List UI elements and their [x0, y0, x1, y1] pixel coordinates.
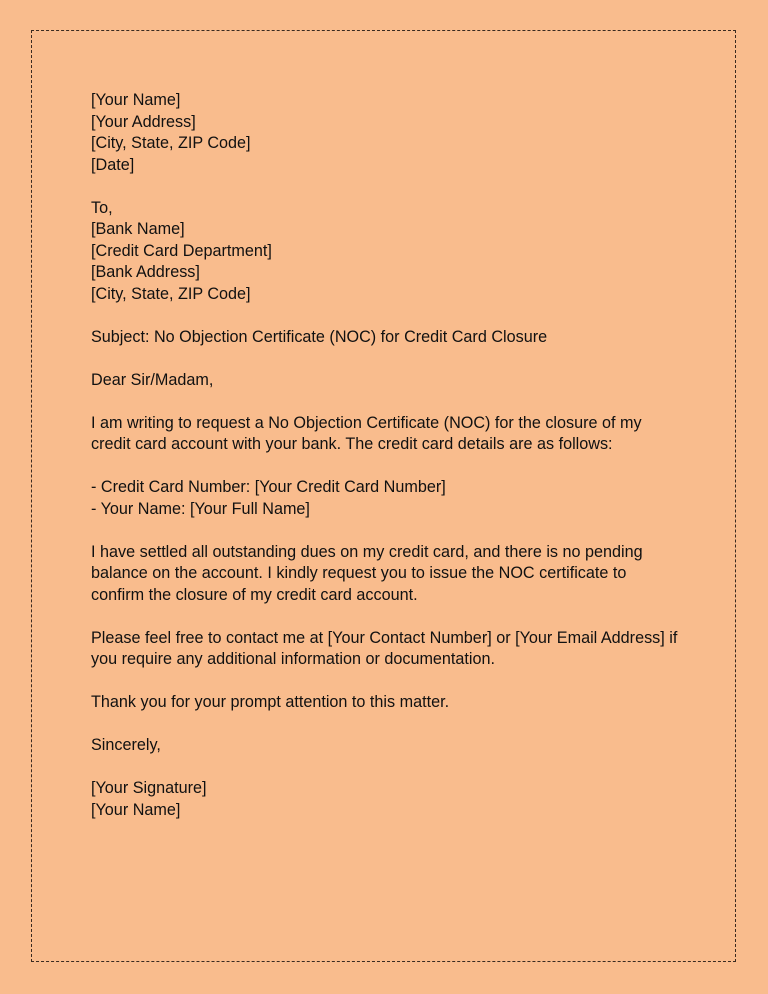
- recipient-department: [Credit Card Department]: [91, 241, 272, 260]
- sender-address-block: [91, 90, 711, 176]
- recipient-bank-address: [Bank Address]: [91, 263, 200, 281]
- subject-line: [91, 327, 711, 349]
- sender-name: [Your Name]: [91, 91, 181, 109]
- paragraph-request: [91, 413, 711, 456]
- paragraph-dues-settled: [91, 542, 711, 607]
- signature-block: [91, 778, 711, 821]
- signer-name: [Your Name]: [91, 800, 181, 819]
- paragraph-line: balance on the account. I kindly request you to issue the NOC certificate to: [91, 564, 627, 582]
- paragraph-contact: [91, 628, 711, 671]
- paragraph-line: you require any additional information or documentation.: [91, 650, 496, 668]
- letter-body: [91, 90, 711, 843]
- paragraph-line: Please feel free to contact me at [Your Contact Number] or [Your Email Address] if: [91, 628, 678, 647]
- letter-date: [Date]: [91, 155, 135, 174]
- thank-you-text: Thank you for your prompt attention to this matter.: [91, 693, 450, 711]
- recipient-city-state-zip: [City, State, ZIP Code]: [91, 284, 251, 303]
- sender-city-state-zip: [City, State, ZIP Code]: [91, 134, 251, 152]
- salutation-text: Dear Sir/Madam,: [91, 370, 214, 389]
- thank-you-line: [91, 692, 711, 714]
- paragraph-line: confirm the closure of my credit card account.: [91, 585, 418, 604]
- paragraph-line: I have settled all outstanding dues on my credit card, and there is no pending: [91, 542, 643, 561]
- closing: [91, 735, 711, 757]
- subject-text: Subject: No Objection Certificate (NOC) for Credit Card Closure: [91, 327, 548, 346]
- card-number-item: - Credit Card Number: [Your Credit Card Number]: [91, 478, 446, 496]
- recipient-bank-name: [Bank Name]: [91, 220, 185, 238]
- card-holder-name-item: - Your Name: [Your Full Name]: [91, 499, 310, 518]
- card-details-list: [91, 477, 711, 520]
- sender-address: [Your Address]: [91, 112, 196, 131]
- salutation: [91, 370, 711, 392]
- paragraph-line: I am writing to request a No Objection Certificate (NOC) for the closure of my: [91, 413, 642, 432]
- paragraph-line: credit card account with your bank. The credit card details are as follows:: [91, 435, 613, 453]
- closing-text: Sincerely,: [91, 736, 161, 754]
- recipient-to: To,: [91, 198, 113, 217]
- recipient-address-block: [91, 198, 711, 306]
- signature-placeholder: [Your Signature]: [91, 779, 207, 797]
